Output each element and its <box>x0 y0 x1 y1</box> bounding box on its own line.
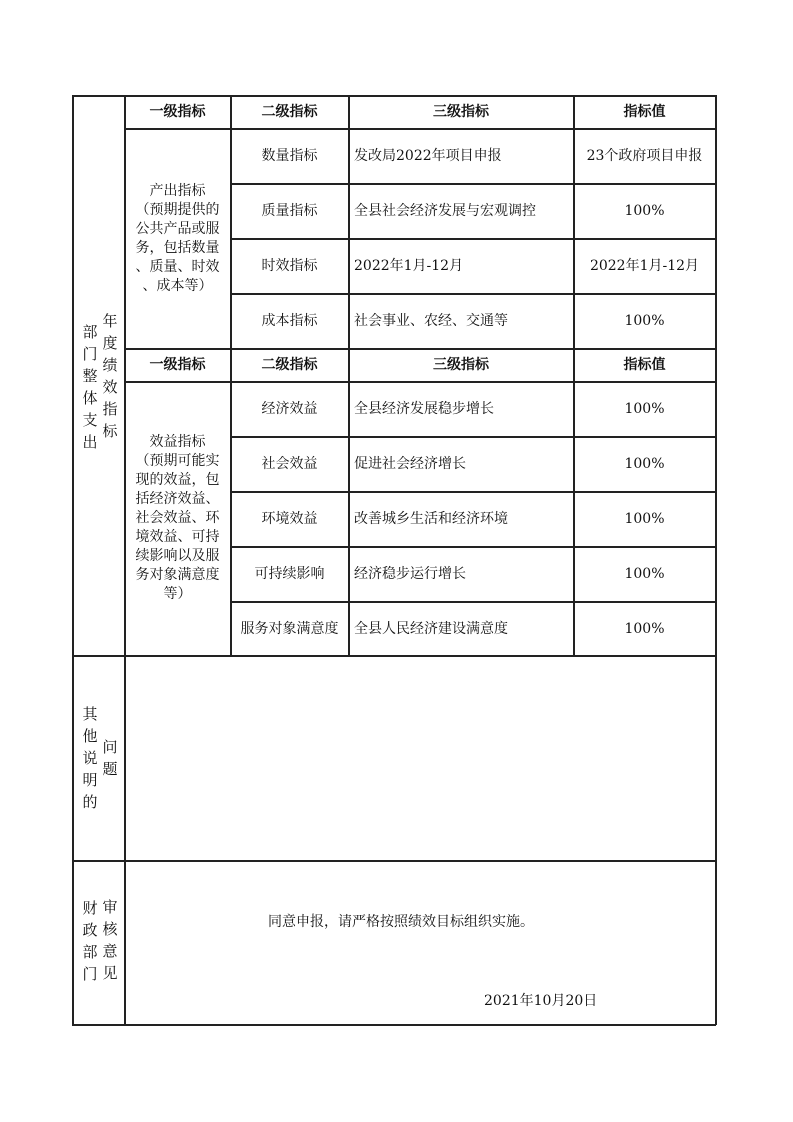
output-row-2-value: 100% <box>624 203 665 219</box>
section3-label-col1 <box>82 897 98 985</box>
header2-level3: 三级指标 <box>433 357 489 373</box>
benefit-row-3-value: 100% <box>624 511 665 527</box>
review-opinion: 同意申报，请严格按照绩效目标组织实施。 <box>268 914 534 930</box>
category1-line1: 产出指标 <box>149 182 206 199</box>
section1-label-col1-text: 部门整体支出 <box>82 323 98 451</box>
category1-line3: 公共产品或服 <box>135 220 220 237</box>
benefit-row-5-value: 100% <box>624 620 665 637</box>
header-level1: 一级指标 <box>149 104 206 120</box>
benefit-row-2-level3: 促进社会经济增长 <box>354 456 466 472</box>
benefit-row-1-value: 100% <box>624 401 665 417</box>
header-level2: 二级指标 <box>261 104 318 120</box>
benefit-row-1-level3: 全县经济发展稳步增长 <box>354 401 494 417</box>
benefit-row-4-value: 100% <box>624 566 665 582</box>
benefit-row-1-level2: 经济效益 <box>261 401 318 417</box>
output-row-1-value: 23个政府项目申报 <box>586 148 703 164</box>
section1-label-col2 <box>102 310 118 442</box>
output-row-3-level2: 时效指标 <box>261 258 318 274</box>
category2-line5: 社会效益、环 <box>135 510 220 526</box>
section3-label-col2-text: 审核意见 <box>102 898 118 982</box>
output-indicator-category <box>125 129 230 348</box>
category2-line9: 等） <box>163 586 192 602</box>
benefit-row-2-value: 100% <box>624 456 665 472</box>
header-value: 指标值 <box>623 104 666 120</box>
category1-line4: 务，包括数量 <box>135 239 220 256</box>
output-row-3-level3: 2022年1月-12月 <box>354 258 464 274</box>
benefit-row-4-level3: 经济稳步运行增长 <box>354 566 466 582</box>
category2-line4: 括经济效益、 <box>135 491 220 507</box>
section3-label-col1-text: 财政部门 <box>82 899 98 983</box>
output-row-1-level2: 数量指标 <box>261 148 318 164</box>
benefit-row-2-level2: 社会效益 <box>261 456 318 472</box>
category2-line8: 务对象满意度 <box>135 567 220 583</box>
header2-value: 指标值 <box>623 357 666 373</box>
benefit-row-5-level2: 服务对象满意度 <box>240 620 339 637</box>
benefit-row-3-level2: 环境效益 <box>261 511 318 527</box>
category1-line5: 、质量、时效 <box>135 258 220 275</box>
output-row-4-level3: 社会事业、农经、交通等 <box>354 313 508 329</box>
category2-line2: （预期可能实 <box>135 453 220 469</box>
benefit-row-5-level3: 全县人民经济建设满意度 <box>354 620 508 637</box>
header2-level2: 二级指标 <box>261 357 318 373</box>
output-row-3-value: 2022年1月-12月 <box>589 258 700 274</box>
section1-label-col1 <box>82 321 98 453</box>
section3-label-col2 <box>102 896 118 984</box>
category2-line3: 现的效益，包 <box>135 472 220 488</box>
benefit-indicator-category <box>125 382 230 655</box>
section2-label-col1-text: 其他说明的 <box>82 705 98 811</box>
category2-line6: 境效益、可持 <box>135 529 220 545</box>
header2-level1: 一级指标 <box>149 357 206 373</box>
review-date: 2021年10月20日 <box>484 993 598 1009</box>
category2-line7: 续影响以及服 <box>135 548 220 564</box>
category2-line1: 效益指标 <box>149 434 206 450</box>
output-row-1-level3: 发改局2022年项目申报 <box>354 148 502 164</box>
section2-label-col2 <box>102 736 118 780</box>
header-level3: 三级指标 <box>433 104 489 120</box>
output-row-2-level3: 全县社会经济发展与宏观调控 <box>354 203 536 219</box>
output-row-4-level2: 成本指标 <box>261 313 318 329</box>
output-row-2-level2: 质量指标 <box>261 203 318 219</box>
section2-label-col2-text: 问题 <box>102 738 118 778</box>
category1-line2: （预期提供的 <box>135 201 220 218</box>
output-row-4-value: 100% <box>624 313 665 329</box>
section2-label-col1 <box>82 703 98 813</box>
benefit-row-3-level3: 改善城乡生活和经济环境 <box>354 511 508 527</box>
section1-label-col2-text: 年度绩效指标 <box>102 312 118 440</box>
category1-line6: 、成本等） <box>142 277 213 294</box>
benefit-row-4-level2: 可持续影响 <box>254 566 325 582</box>
